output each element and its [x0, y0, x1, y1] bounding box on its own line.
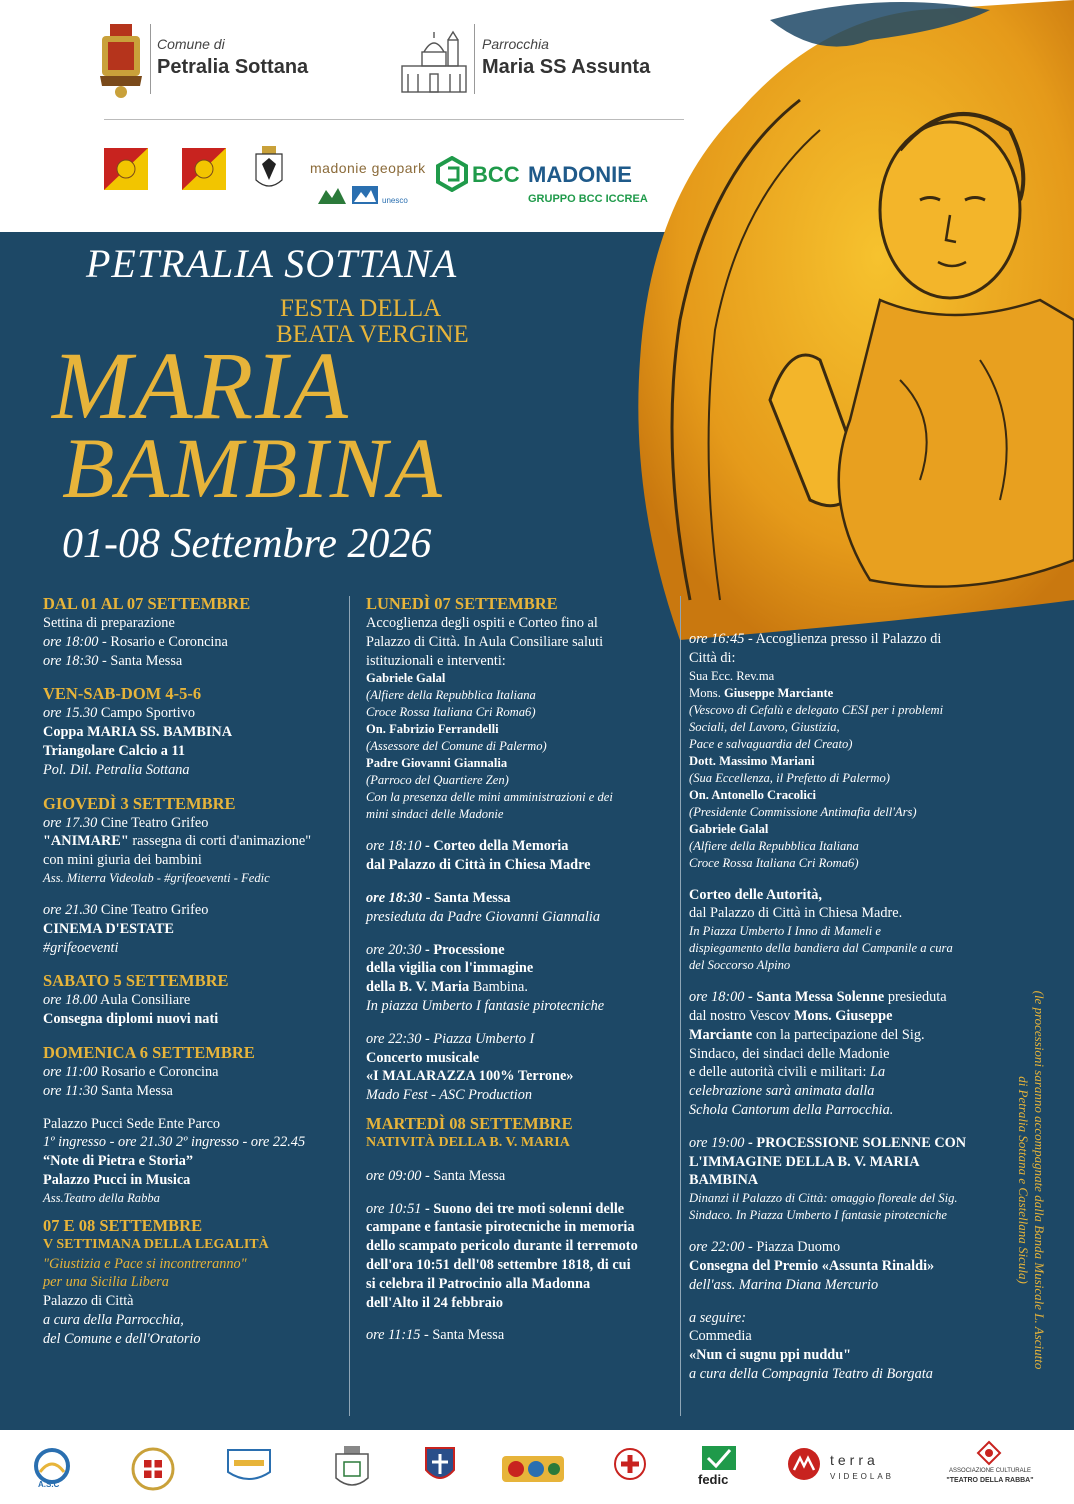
program-line: Consegna diplomi nuovi nati [43, 1011, 219, 1028]
section-heading: SABATO 5 SETTEMBRE [43, 971, 229, 991]
program-line: Palazzo Pucci Sede Ente Parco [43, 1115, 221, 1132]
program-line: celebrazione sarà animata dalla [689, 1083, 875, 1100]
program-line: Accoglienza degli ospiti e Corteo fino al [366, 615, 598, 631]
program-line: Triangolare Calcio a 11 [43, 742, 186, 759]
program-line: Palazzo di Città [43, 1293, 134, 1310]
section-subheading: NATIVITÀ DELLA B. V. MARIA [366, 1134, 570, 1150]
program-line: ore 11:00 Rosario e Coroncina [43, 1063, 219, 1080]
column-separator [680, 596, 681, 1416]
program-line: e delle autorità civili e militari: La [689, 1064, 886, 1081]
fedic-label: fedic [698, 1472, 729, 1487]
madonie-geopark-logo: madonie geopark [310, 160, 426, 176]
program-line: Con la presenza delle mini amministrazioni e dei [366, 790, 613, 805]
program-line: dell'ass. Marina Diana Mercurio [689, 1276, 879, 1293]
program-line: ore 17.30 Cine Teatro Grifeo [43, 814, 209, 831]
program-line: 1º ingresso - ore 21.30 2º ingresso - ore 22.45 [43, 1134, 306, 1151]
program-line: ore 19:00 - PROCESSIONE SOLENNE CON [689, 1134, 967, 1151]
program-line: della vigilia con l'immagine [366, 960, 534, 977]
header-separator [474, 24, 475, 94]
program-line: Croce Rossa Italiana Cri Roma6) [689, 855, 859, 870]
program-line: (Alfiere della Repubblica Italiana [689, 838, 859, 853]
program-line: Dinanzi il Palazzo di Città: omaggio floreale del Sig. [689, 1191, 958, 1206]
title-date: 01-08 Settembre 2026 [62, 521, 432, 567]
program-line: #grifeoeventi [43, 939, 119, 956]
title-festa-line1: FESTA DELLA [280, 295, 442, 322]
program-line: ore 18:30 - Santa Messa [366, 889, 511, 906]
program-line: "Giustizia e Pace si incontreranno" [43, 1255, 247, 1272]
program-line: ore 18:30 - Santa Messa [43, 652, 183, 669]
maria-bambina-artwork [620, 0, 1074, 640]
miterra-logo-icon [786, 1446, 822, 1482]
program-line: ore 18:00 - Rosario e Coroncina [43, 633, 228, 650]
bcc-logo-icon [434, 156, 470, 192]
regione-sicilia-logo-icon [104, 148, 148, 190]
program-line: (Vescovo di Cefalù e delegato CESI per i problemi [689, 702, 944, 717]
unesco-label: unesco [382, 196, 408, 205]
program-line: dell'Alto il 24 febbraio [366, 1294, 504, 1311]
program-line: dispiegamento della bandiera dal Campanile a cura [689, 941, 953, 956]
program-line: dal nostro Vescov Mons. Giuseppe [689, 1007, 893, 1024]
citta-metropolitana-logo-icon [254, 146, 284, 198]
program-line: Mado Fest - ASC Production [366, 1087, 532, 1104]
fedic-logo-icon [702, 1446, 736, 1470]
program-line: CINEMA D'ESTATE [43, 920, 174, 937]
program-line: a cura della Compagnia Teatro di Borgata [689, 1365, 933, 1382]
program-line: del Soccorso Alpino [689, 958, 791, 973]
program-line: ore 15.30 Campo Sportivo [43, 705, 195, 722]
teatro-rabba-label1: ASSOCIAZIONE CULTURALE [949, 1468, 1031, 1474]
program-line: Sindaco. In Piazza Umberto I fantasie pirotecniche [689, 1208, 948, 1223]
program-line: Sindaco, dei sindaci delle Madonie [689, 1045, 890, 1062]
program-line: con mini giuria dei bambini [43, 852, 202, 869]
column-separator [349, 596, 350, 1416]
program-line: ore 18.00 Aula Consiliare [43, 992, 191, 1009]
program-line: Commedia [689, 1328, 752, 1345]
bcc-label: BCC [472, 162, 520, 187]
title-maria: MARIA [52, 332, 350, 439]
side-note-line2: di Petralia Sottana e Castellana Sicula) [1016, 1076, 1031, 1284]
program-line: della B. V. Maria Bambina. [366, 979, 528, 996]
program-line: Ass.Teatro della Rabba [43, 1190, 160, 1205]
program-line: Pol. Dil. Petralia Sottana [43, 761, 190, 778]
program-line: ore 22:00 - Piazza Duomo [689, 1239, 841, 1256]
program-line: Pace e salvaguardia del Creato) [689, 736, 853, 751]
church-icon [398, 28, 470, 94]
program-line: (Alfiere della Repubblica Italiana [366, 688, 536, 703]
section-heading: DAL 01 AL 07 SETTEMBRE [43, 594, 251, 613]
program-line: On. Fabrizio Ferrandelli [366, 722, 499, 737]
teatro-rabba-label2: "TEATRO DELLA RABBA" [946, 1477, 1034, 1484]
side-note-line1: (le processioni saranno accompagnate dalla Banda Musicale L. Asciutto [1032, 990, 1047, 1370]
program-column-1 [43, 594, 343, 1349]
section-heading: 07 E 08 SETTEMBRE [43, 1215, 203, 1235]
geopark-logo-icon [352, 184, 378, 206]
regione-sicilia-logo-icon [182, 148, 226, 190]
title-bambina: BAMBINA [62, 420, 444, 516]
program-line: BAMBINA [689, 1172, 759, 1189]
program-line: dello scampato pericolo durante il terremoto [366, 1238, 638, 1255]
parrocchia-label-small: Parrocchia [482, 36, 549, 52]
program-line: Coppa MARIA SS. BAMBINA [43, 724, 233, 741]
program-line: a cura della Parrocchia, [43, 1311, 184, 1328]
program-line: ore 20:30 - Processione [366, 941, 505, 958]
association-logo-icon [130, 1446, 176, 1492]
side-note [1008, 960, 1054, 1400]
comune-label: Petralia Sottana [157, 56, 309, 78]
program-line: Palazzo di Città. In Aula Consiliare saluti [366, 633, 604, 650]
program-line: Città di: [689, 649, 736, 666]
program-line: dal Palazzo di Città in Chiesa Madre. [689, 905, 903, 922]
asc-label: A.S.C [38, 1480, 60, 1489]
program-line: Ass. Miterra Videolab - #grifeoeventi - Fedic [43, 870, 270, 885]
program-line: Concerto musicale [366, 1049, 480, 1066]
header-separator [150, 24, 151, 94]
program-column-3 [689, 630, 1009, 1384]
program-line: Palazzo Pucci in Musica [43, 1171, 191, 1188]
terra-label: terra [830, 1452, 879, 1468]
program-line: Gabriele Galal [366, 671, 446, 686]
program-line: mini sindaci delle Madonie [366, 807, 504, 822]
madonie-label: MADONIE [528, 162, 632, 187]
section-heading: DOMENICA 6 SETTEMBRE [43, 1042, 255, 1062]
program-line: On. Antonello Cracolici [689, 787, 816, 802]
program-line: campane e fantasie pirotecniche in memoria [366, 1219, 635, 1236]
section-heading: LUNEDÌ 07 SETTEMBRE [366, 594, 558, 613]
program-line: Sociali, del Lavoro, Giustizia, [689, 719, 840, 734]
program-line: ore 21.30 Cine Teatro Grifeo [43, 901, 209, 918]
program-line: Sua Ecc. Rev.ma [689, 668, 775, 683]
program-line: (Presidente Commissione Antimafia dell'Ars) [689, 804, 917, 819]
program-line: (Assessore del Comune di Palermo) [366, 739, 547, 754]
program-line: ore 10:51 - Suono dei tre moti solenni delle [366, 1200, 625, 1217]
program-line: Corteo delle Autorità, [689, 886, 823, 903]
program-line: Consegna del Premio «Assunta Rinaldi» [689, 1257, 935, 1274]
videolab-label: VIDEOLAB [830, 1472, 895, 1481]
teatro-rabba-logo-icon [976, 1440, 1002, 1466]
program-line: «Nun ci sugnu ppi nuddu" [689, 1347, 852, 1364]
program-line: ore 11:15 - Santa Messa [366, 1327, 505, 1344]
program-line: Dott. Massimo Mariani [689, 753, 815, 768]
section-heading: MARTEDÌ 08 SETTEMBRE [366, 1113, 573, 1133]
header-divider [104, 119, 684, 120]
program-line: In piazza Umberto I fantasie pirotecniche [366, 997, 605, 1014]
program-line: Mons. Giuseppe Marciante [689, 685, 834, 700]
program-line: per una Sicilia Libera [43, 1274, 169, 1291]
shield-logo-icon [424, 1446, 456, 1486]
program-line: Croce Rossa Italiana Cri Roma6) [366, 705, 536, 720]
parco-madonie-logo-icon [316, 184, 348, 206]
program-line: «I MALARAZZA 100% Terrone» [366, 1068, 574, 1085]
program-line: a seguire: [689, 1309, 747, 1326]
program-line: Schola Cantorum della Parrocchia. [689, 1101, 894, 1118]
program-line: ore 16:45 - Accoglienza presso il Palazzo di [689, 631, 942, 647]
section-heading: GIOVEDÌ 3 SETTEMBRE [43, 793, 236, 813]
program-line: “Note di Pietra e Storia” [43, 1153, 194, 1170]
program-line: (Parroco del Quartiere Zen) [366, 773, 509, 788]
comune-crest-footer-icon [332, 1446, 372, 1494]
program-line: "ANIMARE" rassegna di corti d'animazione" [43, 833, 312, 850]
program-line: (Sua Eccellenza, il Prefetto di Palermo) [689, 770, 890, 785]
program-line: In Piazza Umberto I Inno di Mameli e [689, 924, 882, 939]
parrocchia-label: Maria SS Assunta [482, 56, 651, 78]
section-subheading: V SETTIMANA DELLA LEGALITÀ [43, 1236, 269, 1252]
association-badge-icon [224, 1446, 274, 1486]
program-line: ore 22:30 - Piazza Umberto I [366, 1030, 535, 1047]
program-line: istituzionali e interventi: [366, 652, 506, 669]
program-line: Settina di preparazione [43, 615, 175, 631]
program-line: ore 11:30 Santa Messa [43, 1082, 173, 1099]
comune-crest-icon [96, 22, 146, 100]
program-line: L'IMMAGINE DELLA B. V. MARIA [689, 1153, 920, 1170]
title-town: PETRALIA SOTTANA [86, 241, 458, 286]
title-festa-line2: BEATA VERGINE [276, 321, 469, 348]
program-column-2 [366, 594, 676, 1345]
program-line: presieduta da Padre Giovanni Giannalia [366, 908, 601, 925]
comune-label-small: Comune di [157, 36, 225, 52]
program-line: ore 18:00 - Santa Messa Solenne presieduta [689, 989, 947, 1006]
program-line: ore 18:10 - Corteo della Memoria [366, 838, 569, 855]
croce-rossa-logo-icon [612, 1446, 648, 1486]
program-line: dal Palazzo di Città in Chiesa Madre [366, 857, 591, 874]
program-line: Gabriele Galal [689, 821, 769, 836]
event-logo-icon [500, 1446, 566, 1490]
program-line: Marciante con la partecipazione del Sig. [689, 1026, 925, 1043]
program-line: del Comune e dell'Oratorio [43, 1330, 201, 1347]
program-line: Padre Giovanni Giannalia [366, 756, 508, 771]
gruppo-label: GRUPPO BCC ICCREA [528, 193, 648, 205]
section-heading: VEN-SAB-DOM 4-5-6 [43, 684, 202, 704]
program-line: ore 09:00 - Santa Messa [366, 1167, 506, 1184]
program-line: dell'ora 10:51 dell'08 settembre 1818, di cui [366, 1256, 631, 1273]
program-line: si celebra il Patrocinio alla Madonna [366, 1275, 591, 1292]
